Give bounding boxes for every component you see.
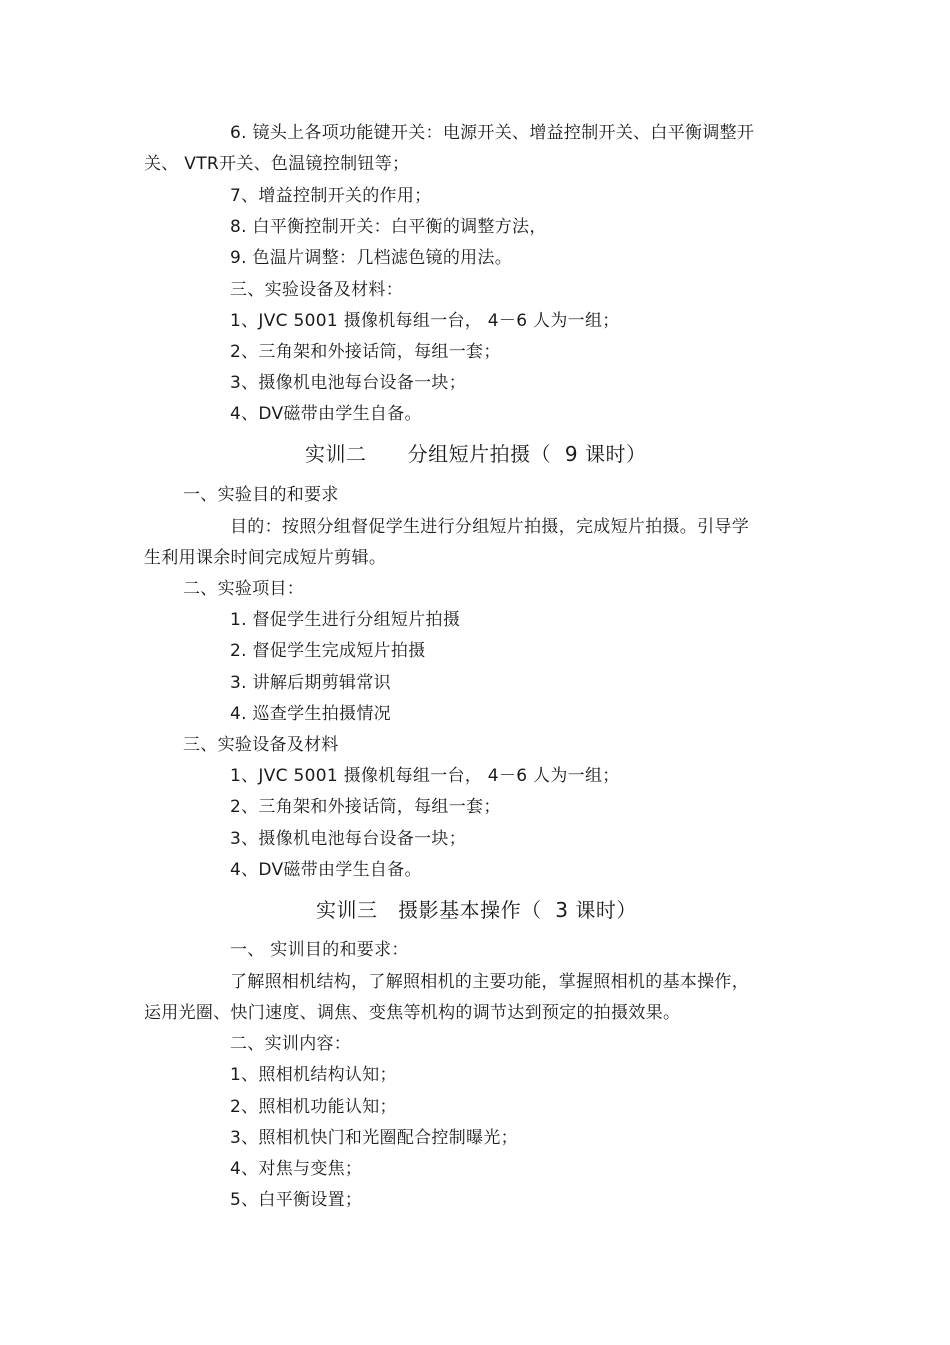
equipment-item: 4、DV磁带由学生自备。 xyxy=(230,860,422,880)
project-item: 1. 督促学生进行分组短片拍摄 xyxy=(230,610,461,630)
goal-text-line-1: 了解照相机结构，了解照相机的主要功能，掌握照相机的基本操作， xyxy=(230,972,749,992)
content-item: 1、照相机结构认知； xyxy=(230,1065,397,1085)
project-item: 3. 讲解后期剪辑常识 xyxy=(230,673,391,693)
item-7: 7、增益控制开关的作用； xyxy=(230,186,432,206)
content-item: 5、白平衡设置； xyxy=(230,1190,363,1210)
equipment-item: 2、三角架和外接话筒，每组一套； xyxy=(230,797,501,817)
goal-text-line-2: 运用光圈、快门速度、调焦、变焦等机构的调节达到预定的拍摄效果。 xyxy=(144,1003,681,1023)
content-item: 4、对焦与变焦； xyxy=(230,1159,363,1179)
equipment-heading: 三、实验设备及材料： xyxy=(230,280,403,300)
items-heading: 二、实验项目： xyxy=(183,579,305,599)
item-6-line-1: 6. 镜头上各项功能键开关：电源开关、增益控制开关、白平衡调整开 xyxy=(230,123,755,143)
item-6-line-2: 关、 VTR开关、色温镜控制钮等； xyxy=(144,154,410,174)
equipment-item: 3、摄像机电池每台设备一块； xyxy=(230,373,467,393)
content-item: 2、照相机功能认知； xyxy=(230,1097,397,1117)
goal-text-line-1: 目的：按照分组督促学生进行分组短片拍摄，完成短片拍摄。引导学 xyxy=(230,517,749,537)
item-9: 9. 色温片调整：几档滤色镜的用法。 xyxy=(230,248,513,268)
goal-heading: 一、 实训目的和要求： xyxy=(230,940,409,960)
project-item: 2. 督促学生完成短片拍摄 xyxy=(230,641,426,661)
equipment-heading: 三、实验设备及材料 xyxy=(183,735,339,755)
content-item: 3、照相机快门和光圈配合控制曝光； xyxy=(230,1128,518,1148)
item-8: 8. 白平衡控制开关：白平衡的调整方法， xyxy=(230,217,547,237)
section-title: 实训三 摄影基本操作（ 3 课时） xyxy=(316,898,637,922)
equipment-item: 4、DV磁带由学生自备。 xyxy=(230,404,422,424)
goal-heading: 一、实验目的和要求 xyxy=(183,485,339,505)
goal-text-line-2: 生利用课余时间完成短片剪辑。 xyxy=(144,548,387,568)
project-item: 4. 巡查学生拍摄情况 xyxy=(230,704,391,724)
section-title: 实训二 分组短片拍摄（ 9 课时） xyxy=(305,442,647,466)
equipment-item: 1、JVC 5001 摄像机每组一台， 4－6 人为一组； xyxy=(230,311,620,331)
equipment-item: 1、JVC 5001 摄像机每组一台， 4－6 人为一组； xyxy=(230,766,620,786)
equipment-item: 2、三角架和外接话筒，每组一套； xyxy=(230,342,501,362)
content-heading: 二、实训内容： xyxy=(230,1034,352,1054)
equipment-item: 3、摄像机电池每台设备一块； xyxy=(230,829,467,849)
